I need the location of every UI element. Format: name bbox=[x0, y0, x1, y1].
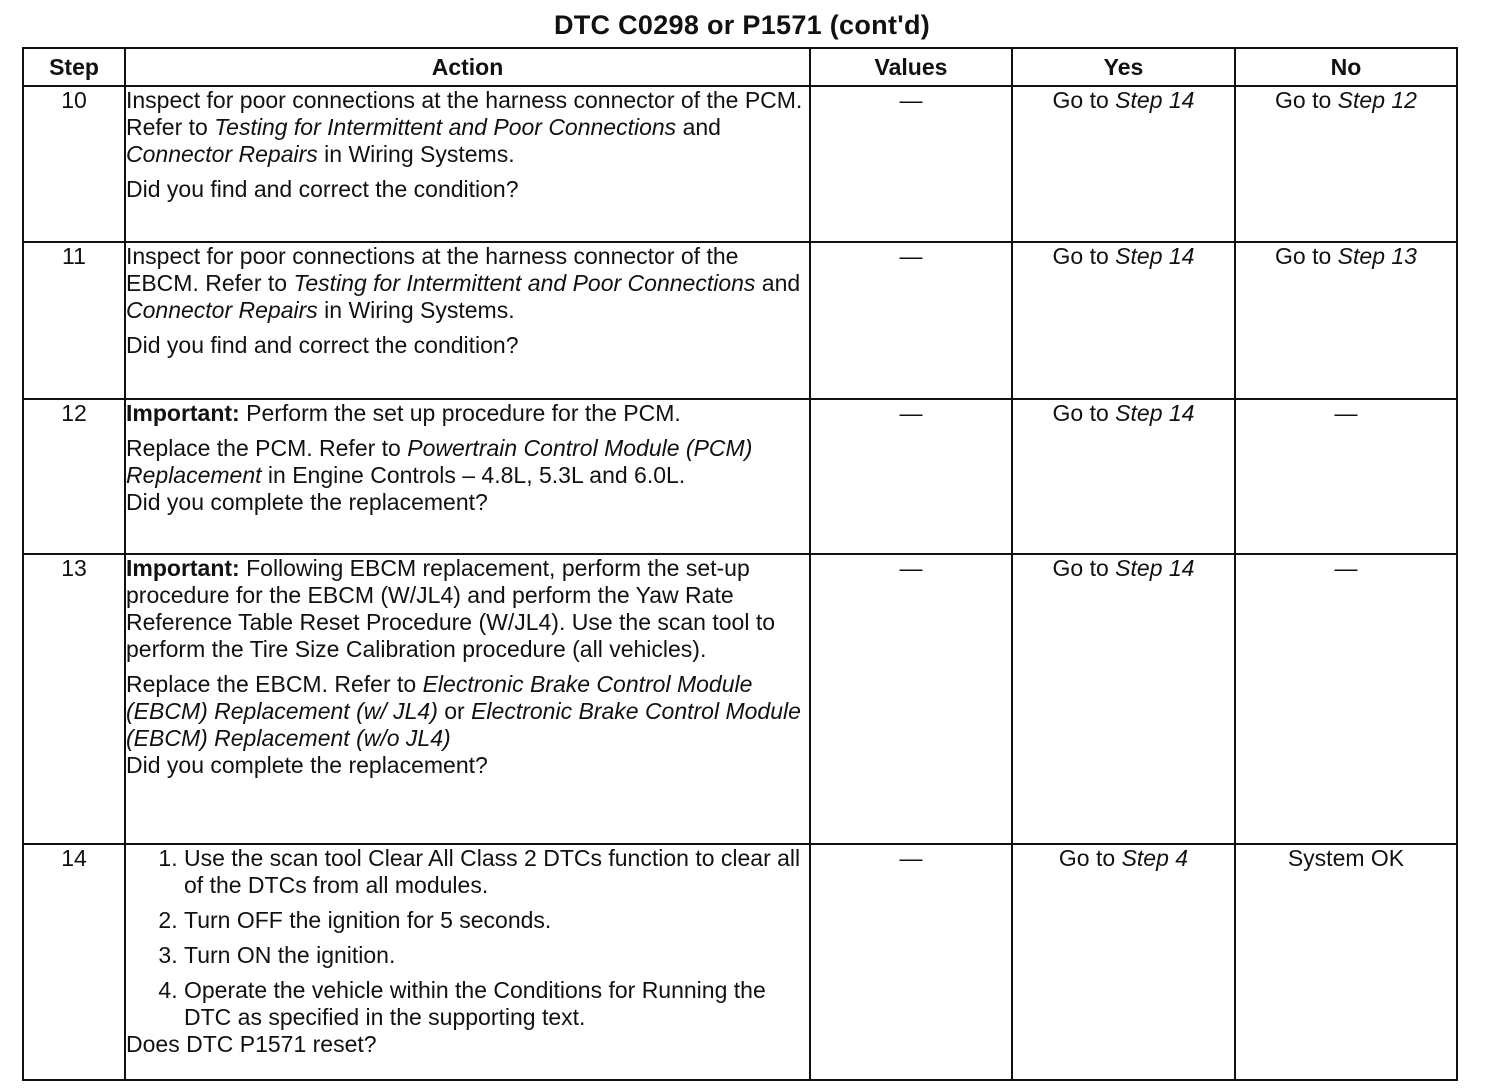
header-values: Values bbox=[810, 48, 1012, 86]
yes-cell: Go to Step 14 bbox=[1012, 399, 1235, 554]
no-cell: — bbox=[1235, 399, 1457, 554]
diagnostic-table bbox=[22, 47, 1458, 1081]
action-question: Did you find and correct the condition? bbox=[126, 176, 519, 202]
procedure-list bbox=[126, 845, 809, 1031]
action-text: Replace the PCM. Refer to Powertrain Control Module (PCM) Replacement in Engine Controls – 4.8L, 5.3L and 6.0L. bbox=[126, 435, 753, 488]
header-action: Action bbox=[125, 48, 810, 86]
action-cell bbox=[125, 554, 810, 844]
table-row bbox=[23, 242, 1457, 399]
step-number: 11 bbox=[23, 242, 125, 399]
values-cell: — bbox=[810, 399, 1012, 554]
table-row bbox=[23, 86, 1457, 242]
action-cell bbox=[125, 86, 810, 242]
no-cell: Go to Step 13 bbox=[1235, 242, 1457, 399]
list-item: 3. Turn ON the ignition. bbox=[184, 942, 809, 969]
values-cell: — bbox=[810, 242, 1012, 399]
header-step: Step bbox=[23, 48, 125, 86]
action-text: Inspect for poor connections at the harness connector of the EBCM. Refer to Testing for Intermittent and Poor Connections and Connector Repairs in Wiring Systems. bbox=[126, 243, 801, 323]
step-number: 10 bbox=[23, 86, 125, 242]
action-text: Replace the EBCM. Refer to Electronic Brake Control Module (EBCM) Replacement (w/ JL4) or Electronic Brake Control Module (EBCM) Replacement (w/o JL4) bbox=[126, 671, 801, 751]
values-cell: — bbox=[810, 844, 1012, 1080]
values-cell: — bbox=[810, 554, 1012, 844]
list-item: 4. Operate the vehicle within the Conditions for Running the DTC as specified in the supporting text. bbox=[184, 977, 809, 1031]
important-note: Important: Following EBCM replacement, perform the set-up procedure for the EBCM (W/JL4) and perform the Yaw Rate Reference Table Reset Procedure (W/JL4). Use the scan tool to perform the Tire Size Calibration procedure (all vehicles). bbox=[126, 555, 776, 662]
no-cell: System OK bbox=[1235, 844, 1457, 1080]
yes-cell: Go to Step 14 bbox=[1012, 242, 1235, 399]
action-cell bbox=[125, 844, 810, 1080]
action-question: Did you find and correct the condition? bbox=[126, 332, 519, 358]
yes-cell: Go to Step 4 bbox=[1012, 844, 1235, 1080]
step-number: 12 bbox=[23, 399, 125, 554]
header-yes: Yes bbox=[1012, 48, 1235, 86]
header-row bbox=[23, 48, 1457, 86]
list-item: 2. Turn OFF the ignition for 5 seconds. bbox=[184, 907, 809, 934]
action-question: Does DTC P1571 reset? bbox=[126, 1031, 377, 1057]
page-title: DTC C0298 or P1571 (cont'd) bbox=[553, 10, 931, 40]
values-cell: — bbox=[810, 86, 1012, 242]
step-number: 13 bbox=[23, 554, 125, 844]
important-note: Important: Perform the set up procedure for the PCM. bbox=[126, 400, 681, 426]
action-question: Did you complete the replacement? bbox=[126, 489, 488, 515]
action-cell bbox=[125, 242, 810, 399]
list-item: 1. Use the scan tool Clear All Class 2 DTCs function to clear all of the DTCs from all modules. bbox=[184, 845, 809, 899]
header-no: No bbox=[1235, 48, 1457, 86]
step-number: 14 bbox=[23, 844, 125, 1080]
action-text: Inspect for poor connections at the harness connector of the PCM. Refer to Testing for Intermittent and Poor Connections and Connector Repairs in Wiring Systems. bbox=[126, 87, 803, 167]
table-row bbox=[23, 844, 1457, 1080]
no-cell: — bbox=[1235, 554, 1457, 844]
action-cell bbox=[125, 399, 810, 554]
table-row bbox=[23, 554, 1457, 844]
no-cell: Go to Step 12 bbox=[1235, 86, 1457, 242]
yes-cell: Go to Step 14 bbox=[1012, 554, 1235, 844]
table-row bbox=[23, 399, 1457, 554]
action-question: Did you complete the replacement? bbox=[126, 752, 488, 778]
yes-cell: Go to Step 14 bbox=[1012, 86, 1235, 242]
